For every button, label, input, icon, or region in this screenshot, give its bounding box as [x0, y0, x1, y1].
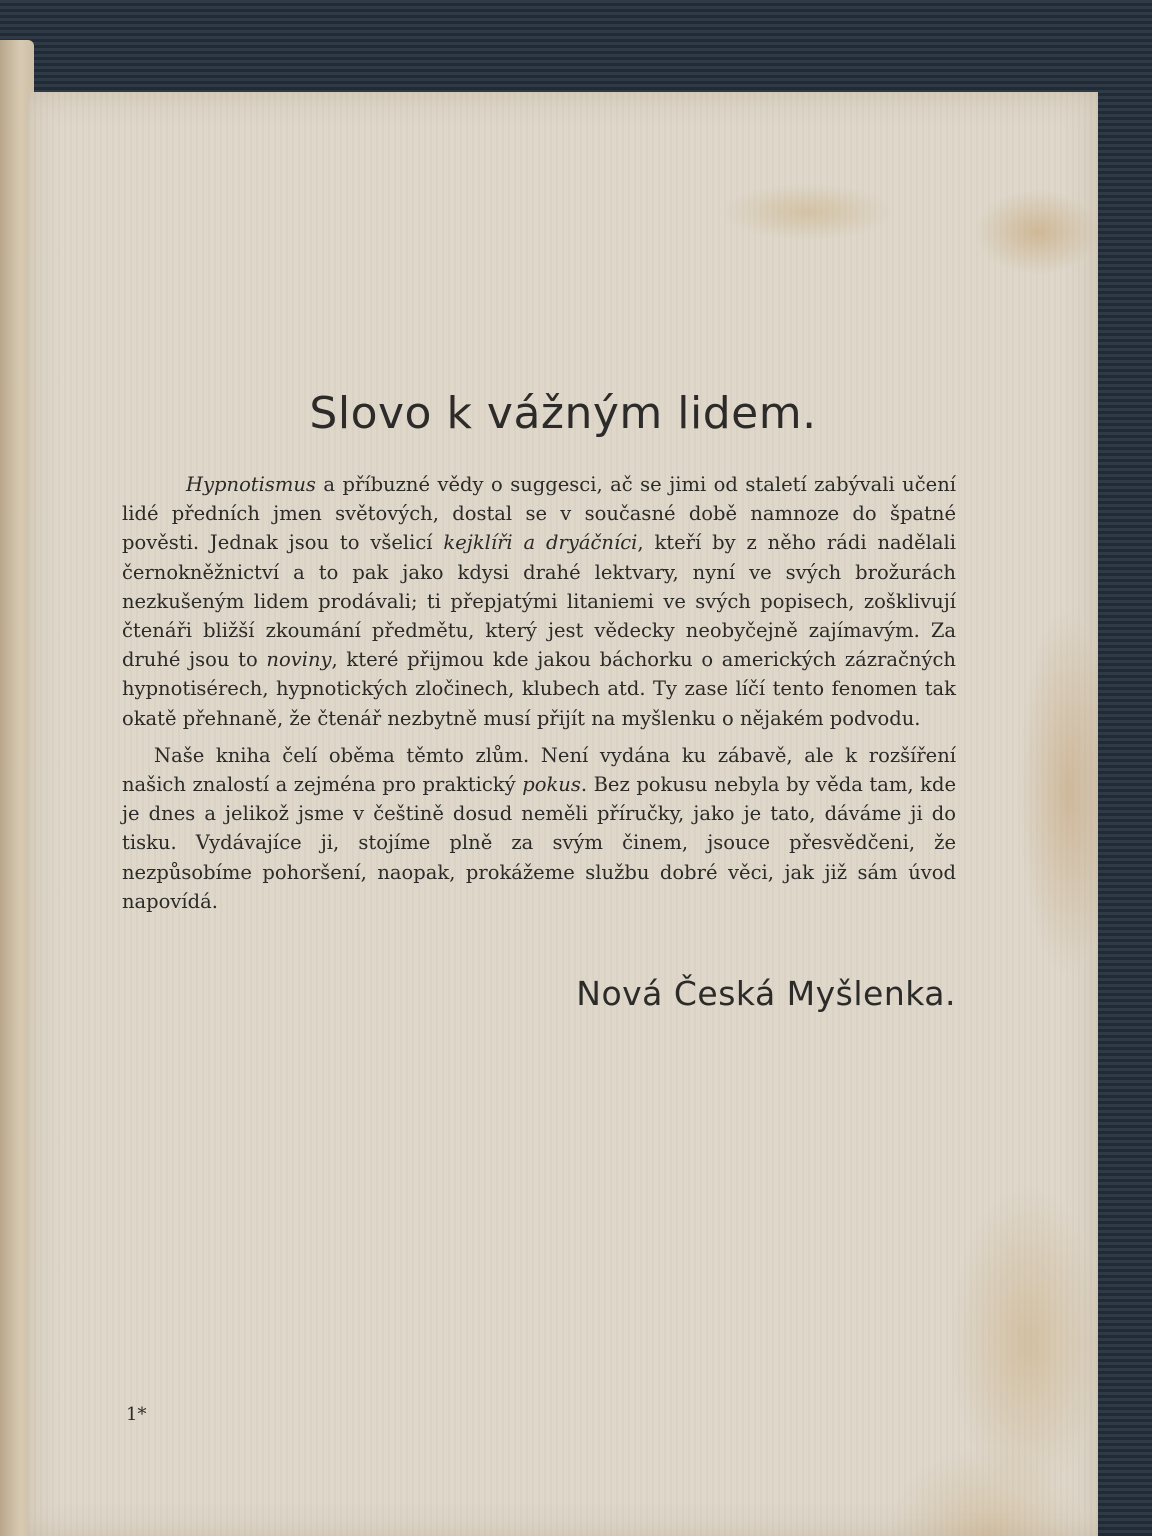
term-pokus: pokus — [522, 773, 581, 797]
paragraph-2-text-a: Naše kniha čelí oběma těmto zlům. Není vydána ku zábavě, ale k rozšíření našich znalostí a zejména pro praktický — [122, 743, 956, 797]
page-heading: Slovo k vážným lidem. — [309, 388, 817, 439]
term-noviny: noviny — [266, 648, 332, 672]
paragraph-1-text-b: , kteří by z něho rádi nadělali černokněžnictví a to pak jako kdysi drahé lektvary, nyní ve svých brožurách nezkušeným lidem prodávali; ti přepjatými litaniemi ve svých popisech, zošklivují čtenáři bližší zkoumání předmětu, který jest vědecky neobyčejně zajímavým. Za druhé jsou to — [122, 531, 956, 672]
term-kejkliri: kejklíři a dryáčníci — [443, 531, 638, 555]
paragraph-2 — [122, 741, 956, 916]
book-page — [28, 92, 1098, 1536]
body-text — [122, 470, 956, 924]
paragraph-1-text-a: a příbuzné vědy o suggesci, ač se jimi od staletí zabývali učení lidé předních jmen světových, dostal se v současné době namnoze do špatné pověsti. Jednak jsou to všelicí — [122, 473, 956, 555]
page-signature-mark: 1* — [126, 1404, 147, 1425]
paragraph-1-text-c: , které přijmou kde jakou báchorku o amerických zázračných hypnotisérech, hypnotických zločinech, klubech atd. Ty zase líčí tento fenomen tak okatě přehnaně, že čtenář nezbytně musí přijít na myšlenku o nějakém podvodu. — [122, 648, 956, 730]
paragraph-1 — [122, 470, 956, 733]
signature: Nová Česká Myšlenka. — [576, 974, 956, 1013]
paragraph-2-text-b: . Bez pokusu nebyla by věda tam, kde je dnes a jelikož jsme v češtině dosud neměli příručky, jako je tato, dáváme ji do tisku. Vydávajíce ji, stojíme plně za svým činem, jsouce přesvědčeni, že nezpůsobíme pohoršení, naopak, prokážeme službu dobré věci, jak již sám úvod napovídá. — [122, 773, 956, 913]
term-hypnotismus: Hypnotismus — [186, 473, 316, 496]
